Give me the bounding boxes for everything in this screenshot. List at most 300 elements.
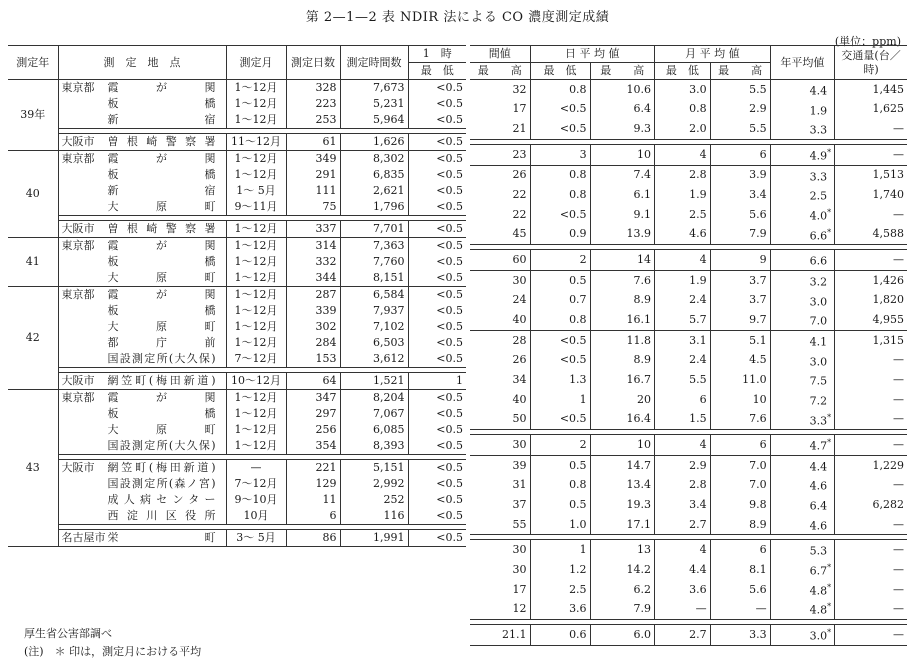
days-cell: 64 (286, 373, 340, 390)
monthly-max-cell: 2.9 (710, 100, 770, 120)
header-daily: 日 平 均 値 (530, 46, 655, 63)
place-name: 曽根崎警察署 (107, 135, 216, 148)
daily-min-cell: 0.6 (530, 625, 590, 646)
location-cell (58, 151, 226, 168)
months-cell: 10～12月 (226, 373, 286, 390)
hours-cell: 5,231 (340, 96, 408, 112)
annual-cell (770, 475, 834, 495)
days-cell: 339 (286, 303, 340, 319)
hourly-max-cell: 55 (470, 515, 530, 535)
monthly-max-cell: 5.5 (710, 80, 770, 100)
hourly-max-cell: 26 (470, 351, 530, 371)
annual-value: 3.3 (809, 123, 828, 137)
location-cell (58, 287, 226, 304)
place-name: 霞が関 (107, 81, 216, 94)
months-cell: 9～11月 (226, 199, 286, 216)
daily-min-cell: <0.5 (530, 351, 590, 371)
daily-min-cell: 1.3 (530, 370, 590, 390)
traffic-cell: — (893, 543, 904, 557)
annual-value: 3.0 (809, 295, 828, 309)
place-name: 国設測定所(森ノ宮) (107, 477, 216, 490)
days-cell: 347 (286, 390, 340, 407)
place-name: 大原町 (107, 320, 216, 333)
days-cell: 253 (286, 112, 340, 129)
monthly-max-cell: 9.7 (710, 310, 770, 330)
daily-max-cell: 6.1 (590, 185, 654, 205)
traffic-cell: — (893, 478, 904, 492)
days-cell: 354 (286, 438, 340, 455)
hourly-min-cell: 1 (408, 373, 466, 390)
daily-min-cell: 1 (530, 390, 590, 410)
hourly-max-cell: 30 (470, 560, 530, 580)
footnote-source: 厚生省公害部調べ (24, 627, 112, 640)
annual-cell (770, 351, 834, 371)
daily-min-cell: 0.8 (530, 80, 590, 100)
table-row (470, 410, 907, 430)
daily-max-cell: 8.9 (590, 351, 654, 371)
monthly-max-cell: 7.0 (710, 455, 770, 475)
place-name: 栄町 (107, 531, 216, 544)
traffic-cell: 1,820 (872, 293, 904, 307)
monthly-min-cell: 2.7 (655, 625, 711, 646)
annual-cell (770, 515, 834, 535)
hours-cell: 7,673 (340, 80, 408, 97)
monthly-min-cell: 3.1 (655, 330, 711, 350)
daily-max-cell: 10 (590, 144, 654, 165)
location-cell (58, 96, 226, 112)
hourly-max-cell: 17 (470, 100, 530, 120)
annual-value: 3.0 (809, 629, 828, 643)
place-name: 新宿 (107, 184, 216, 197)
annual-value: 2.5 (809, 189, 828, 203)
hours-cell: 1,991 (340, 530, 408, 547)
header-hourly: 1 時 (408, 46, 466, 63)
daily-max-cell: 16.4 (590, 410, 654, 430)
daily-max-cell: 14 (590, 250, 654, 271)
location-cell (58, 319, 226, 335)
days-cell: 337 (286, 221, 340, 238)
monthly-max-cell: 11.0 (710, 370, 770, 390)
monthly-max-cell: 4.5 (710, 351, 770, 371)
location-cell (58, 406, 226, 422)
daily-min-cell: <0.5 (530, 100, 590, 120)
monthly-max-cell: 3.4 (710, 185, 770, 205)
daily-max-cell: 13.9 (590, 225, 654, 245)
monthly-max-cell: 6 (710, 540, 770, 560)
hourly-min-cell: <0.5 (408, 351, 466, 368)
hourly-max-cell: 31 (470, 475, 530, 495)
months-cell: 1～12月 (226, 390, 286, 407)
table-row (470, 625, 907, 646)
monthly-max-cell: 5.6 (710, 205, 770, 225)
location-cell (58, 373, 226, 390)
hourly-min-cell: <0.5 (408, 508, 466, 525)
header-dmax: 最 高 (590, 63, 654, 80)
place-name: 霞が関 (107, 391, 216, 404)
table-row (8, 303, 466, 319)
location-cell (58, 460, 226, 477)
annual-value: 4.8 (809, 584, 828, 598)
daily-max-cell: 16.7 (590, 370, 654, 390)
days-cell: 332 (286, 254, 340, 270)
hours-cell: 8,302 (340, 151, 408, 168)
months-cell: 7～12月 (226, 351, 286, 368)
days-cell: 256 (286, 422, 340, 438)
monthly-min-cell: 1.9 (655, 270, 711, 290)
daily-min-cell: 2.5 (530, 580, 590, 600)
table-row (470, 205, 907, 225)
daily-max-cell: 10.6 (590, 80, 654, 100)
months-cell: 1～12月 (226, 287, 286, 304)
hours-cell: 8,393 (340, 438, 408, 455)
hours-cell: 7,701 (340, 221, 408, 238)
daily-max-cell: 19.3 (590, 495, 654, 515)
hours-cell: 1,626 (340, 134, 408, 151)
footnote-note: (注) ＊ 印は，測定月における平均 (24, 645, 202, 658)
annual-cell (770, 291, 834, 311)
annual-value: 4.0 (809, 209, 828, 223)
traffic-cell: 6,282 (872, 497, 904, 511)
annual-cell (770, 205, 834, 225)
traffic-cell: — (893, 353, 904, 367)
traffic-cell: 1,625 (872, 102, 904, 116)
table-row (8, 167, 466, 183)
annual-cell (770, 225, 834, 245)
months-cell: 1～12月 (226, 96, 286, 112)
months-cell: 1～12月 (226, 80, 286, 97)
months-cell: 10月 (226, 508, 286, 525)
hourly-max-cell: 22 (470, 185, 530, 205)
hourly-max-cell: 22 (470, 205, 530, 225)
monthly-max-cell: 3.9 (710, 165, 770, 185)
table-right (470, 45, 907, 646)
daily-min-cell: 2 (530, 435, 590, 456)
days-cell: 314 (286, 238, 340, 255)
place-name: 西淀川区役所 (107, 509, 216, 522)
annual-value: 6.6 (809, 229, 828, 243)
city-name: 東京都 (61, 81, 95, 94)
monthly-min-cell: — (655, 599, 711, 619)
table-row (8, 390, 466, 407)
daily-max-cell: 8.9 (590, 291, 654, 311)
place-name: 大原町 (107, 271, 216, 284)
location-cell (58, 199, 226, 216)
daily-max-cell: 14.7 (590, 455, 654, 475)
hourly-max-cell: 23 (470, 144, 530, 165)
location-cell (58, 80, 226, 97)
hours-cell: 6,584 (340, 287, 408, 304)
hourly-min-cell: <0.5 (436, 320, 463, 333)
table-row (8, 530, 466, 547)
hourly-max-cell: 37 (470, 495, 530, 515)
hours-cell: 116 (340, 508, 408, 525)
annual-value: 6.6 (809, 254, 828, 268)
table-row (470, 580, 907, 600)
place-name: 成人病センター (107, 493, 216, 506)
hourly-max-cell: 30 (470, 270, 530, 290)
monthly-min-cell: 4 (655, 250, 711, 271)
daily-max-cell: 13.4 (590, 475, 654, 495)
hourly-max-cell: 40 (470, 310, 530, 330)
daily-min-cell: 0.8 (530, 165, 590, 185)
annual-value: 4.6 (809, 519, 828, 533)
city-name: 名古屋市 (61, 531, 106, 544)
daily-max-cell: 20 (590, 390, 654, 410)
hours-cell: 1,521 (340, 373, 408, 390)
hourly-min-cell: <0.5 (408, 270, 466, 287)
months-cell: 1～12月 (226, 221, 286, 238)
monthly-min-cell: 0.8 (655, 100, 711, 120)
annual-cell (770, 165, 834, 185)
annual-value: 3.2 (809, 275, 828, 289)
table-row (470, 291, 907, 311)
hourly-max-cell: 12 (470, 599, 530, 619)
annual-value: 4.6 (809, 480, 828, 494)
hours-cell: 1,796 (340, 199, 408, 216)
year-cell: 39年 (8, 80, 58, 151)
header-mmin: 最 低 (655, 63, 711, 80)
header-hourly-right: 間値 (470, 46, 530, 63)
daily-max-cell: 9.3 (590, 119, 654, 139)
asterisk-mark: * (827, 602, 832, 612)
table-row (470, 185, 907, 205)
annual-cell (770, 599, 834, 619)
table-row (470, 330, 907, 350)
daily-min-cell: 2 (530, 250, 590, 271)
table-row (470, 80, 907, 100)
monthly-max-cell: 8.9 (710, 515, 770, 535)
header-location: 測 定 地 点 (58, 46, 226, 80)
traffic-cell: — (835, 625, 907, 646)
traffic-cell: 1,229 (872, 458, 904, 472)
months-cell: 1～12月 (226, 112, 286, 129)
days-cell: 6 (286, 508, 340, 525)
table-row (470, 515, 907, 535)
traffic-cell: 1,426 (872, 273, 904, 287)
monthly-max-cell: 3.7 (710, 291, 770, 311)
hours-cell: 8,151 (340, 270, 408, 287)
table-row (470, 119, 907, 139)
months-cell: 1～12月 (226, 167, 286, 183)
location-cell (58, 167, 226, 183)
daily-min-cell: <0.5 (530, 119, 590, 139)
location-cell (58, 390, 226, 407)
table-row (470, 225, 907, 245)
annual-cell (770, 435, 834, 456)
city-name: 大阪市 (61, 461, 95, 474)
annual-cell (770, 250, 834, 271)
location-cell (58, 422, 226, 438)
monthly-min-cell: 4 (655, 144, 711, 165)
place-name: 板橋 (107, 97, 216, 110)
table-row (470, 370, 907, 390)
daily-max-cell: 14.2 (590, 560, 654, 580)
annual-cell (770, 580, 834, 600)
location-cell (58, 270, 226, 287)
table-row (8, 199, 466, 216)
traffic-cell: — (835, 119, 907, 139)
days-cell: 223 (286, 96, 340, 112)
header-days: 測定日数 (286, 46, 340, 80)
traffic-cell: — (893, 392, 904, 406)
header-hours: 測定時間数 (340, 46, 408, 80)
table-row (470, 310, 907, 330)
header-months: 測定月 (226, 46, 286, 80)
hourly-min-cell: <0.5 (436, 81, 463, 94)
annual-cell (770, 625, 834, 646)
hourly-min-cell: <0.5 (436, 477, 463, 490)
location-cell (58, 438, 226, 455)
table-row (8, 221, 466, 238)
monthly-min-cell: 3.0 (655, 80, 711, 100)
traffic-cell: 4,588 (835, 225, 907, 245)
table-row (8, 422, 466, 438)
annual-cell (770, 119, 834, 139)
hourly-max-cell: 50 (470, 410, 530, 430)
daily-min-cell: 0.5 (530, 270, 590, 290)
hourly-min-cell: <0.5 (436, 423, 463, 436)
asterisk-mark: * (827, 628, 832, 638)
annual-value: 4.9 (809, 149, 828, 163)
daily-max-cell: 16.1 (590, 310, 654, 330)
monthly-max-cell: 10 (710, 390, 770, 410)
days-cell: 287 (286, 287, 340, 304)
annual-value: 4.4 (809, 460, 828, 474)
daily-min-cell: 3.6 (530, 599, 590, 619)
hourly-max-cell: 34 (470, 370, 530, 390)
monthly-min-cell: 3.4 (655, 495, 711, 515)
table-row (8, 351, 466, 368)
hourly-min-cell: <0.5 (436, 239, 463, 252)
hourly-min-cell: <0.5 (436, 336, 463, 349)
table-row (470, 100, 907, 120)
table-row (8, 406, 466, 422)
table-row (470, 560, 907, 580)
traffic-cell: — (835, 250, 907, 271)
table-row (8, 134, 466, 151)
hourly-max-cell: 28 (470, 330, 530, 350)
table-row (8, 112, 466, 129)
annual-value: 7.0 (809, 314, 828, 328)
months-cell: — (226, 460, 286, 477)
annual-value: 7.5 (809, 374, 828, 388)
hours-cell: 7,067 (340, 406, 408, 422)
days-cell: 11 (286, 492, 340, 508)
traffic-cell: — (835, 599, 907, 619)
hourly-max-cell: 32 (470, 80, 530, 100)
asterisk-mark: * (827, 227, 832, 237)
place-name: 霞が関 (107, 152, 216, 165)
traffic-cell: — (835, 144, 907, 165)
place-name: 国設測定所(大久保) (107, 439, 216, 452)
traffic-cell: — (835, 410, 907, 430)
daily-min-cell: 1.2 (530, 560, 590, 580)
table-row (8, 238, 466, 255)
header-monthly: 月 平 均 値 (655, 46, 771, 63)
hourly-min-cell: <0.5 (436, 152, 463, 165)
annual-value: 3.0 (809, 355, 828, 369)
annual-cell (770, 270, 834, 290)
daily-max-cell: 9.1 (590, 205, 654, 225)
hours-cell: 8,204 (340, 390, 408, 407)
hours-cell: 6,835 (340, 167, 408, 183)
table-row (8, 287, 466, 304)
monthly-min-cell: 4 (655, 540, 711, 560)
monthly-min-cell: 1.9 (655, 185, 711, 205)
hours-cell: 7,760 (340, 254, 408, 270)
monthly-min-cell: 4 (655, 435, 711, 456)
location-cell (58, 508, 226, 525)
traffic-cell: 4,955 (835, 310, 907, 330)
location-cell (58, 351, 226, 368)
days-cell: 349 (286, 151, 340, 168)
hourly-max-cell: 40 (470, 390, 530, 410)
hourly-min-cell: <0.5 (408, 530, 466, 547)
annual-cell (770, 100, 834, 120)
monthly-min-cell: 2.8 (655, 475, 711, 495)
table-row (470, 250, 907, 271)
monthly-max-cell: 3.3 (710, 625, 770, 646)
hourly-min-cell: <0.5 (436, 461, 463, 474)
monthly-min-cell: 5.7 (655, 310, 711, 330)
traffic-cell: 1,513 (872, 168, 904, 182)
annual-cell (770, 540, 834, 560)
hourly-min-cell: <0.5 (436, 288, 463, 301)
monthly-max-cell: 7.6 (710, 410, 770, 430)
hourly-min-cell: <0.5 (436, 97, 463, 110)
daily-max-cell: 7.9 (590, 599, 654, 619)
place-name: 霞が関 (107, 288, 216, 301)
place-name: 板橋 (107, 255, 216, 268)
days-cell: 221 (286, 460, 340, 477)
annual-cell (770, 144, 834, 165)
table-row (8, 319, 466, 335)
table-row (8, 335, 466, 351)
monthly-max-cell: 9 (710, 250, 770, 271)
hourly-max-cell: 24 (470, 291, 530, 311)
daily-max-cell: 7.6 (590, 270, 654, 290)
table-row (470, 270, 907, 290)
header-min: 最 低 (408, 63, 466, 80)
hourly-min-cell: <0.5 (408, 199, 466, 216)
hours-cell: 7,363 (340, 238, 408, 255)
annual-value: 6.4 (809, 499, 828, 513)
daily-max-cell: 6.0 (590, 625, 654, 646)
monthly-max-cell: 5.1 (710, 330, 770, 350)
place-name: 大原町 (107, 423, 216, 436)
days-cell: 328 (286, 80, 340, 97)
hourly-max-cell: 60 (470, 250, 530, 271)
monthly-min-cell: 4.6 (655, 225, 711, 245)
hours-cell: 7,937 (340, 303, 408, 319)
monthly-max-cell: 6 (710, 144, 770, 165)
annual-cell (770, 330, 834, 350)
annual-value: 3.3 (809, 414, 828, 428)
daily-min-cell: 0.8 (530, 185, 590, 205)
hours-cell: 5,964 (340, 112, 408, 129)
days-cell: 297 (286, 406, 340, 422)
place-name: 霞が関 (107, 239, 216, 252)
location-cell (58, 221, 226, 238)
table-left (8, 45, 466, 547)
location-cell (58, 112, 226, 129)
hourly-max-cell: 30 (470, 540, 530, 560)
daily-max-cell: 13 (590, 540, 654, 560)
header-mmax: 最 高 (710, 63, 770, 80)
city-name: 東京都 (61, 239, 95, 252)
hours-cell: 5,151 (340, 460, 408, 477)
monthly-min-cell: 2.4 (655, 291, 711, 311)
